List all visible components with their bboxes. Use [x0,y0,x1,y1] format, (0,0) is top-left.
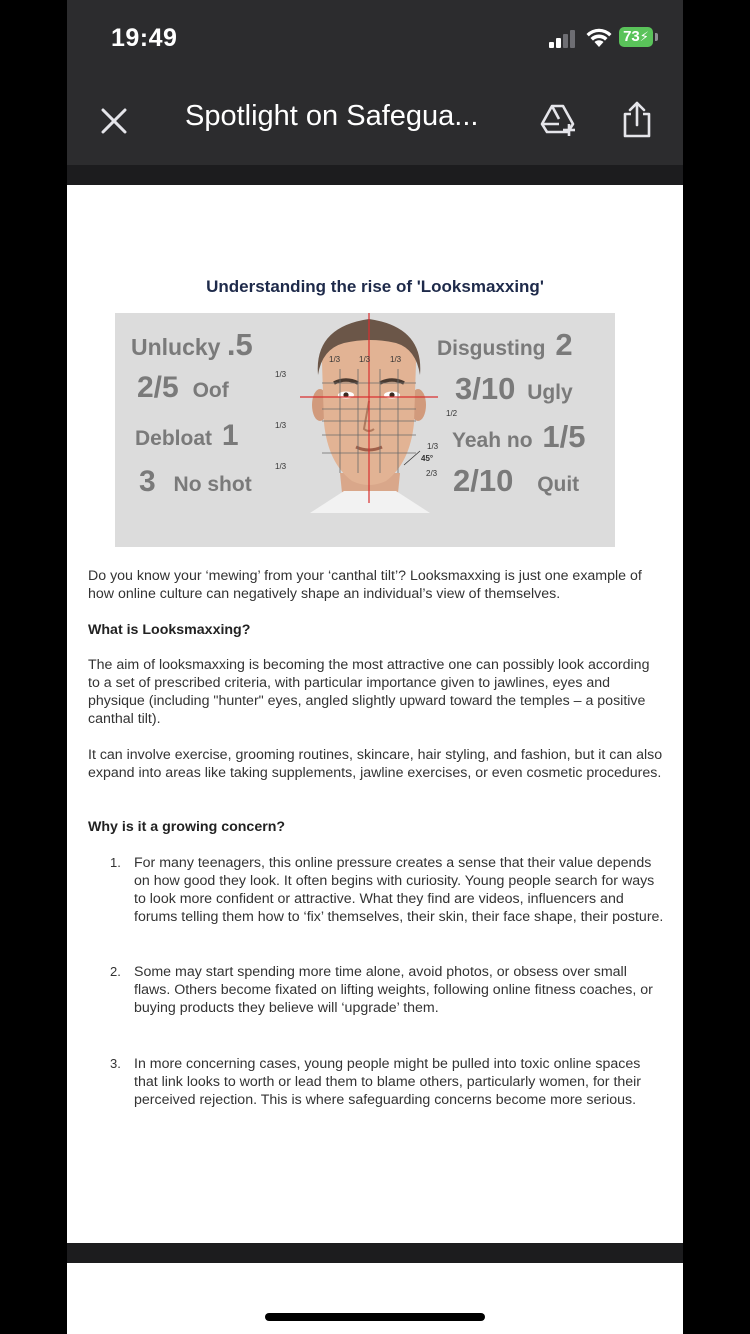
score-oof: 2/5 Oof [137,371,229,404]
list-text: Some may start spending more time alone, avoid photos, or obsess over small flaws. Others become fixated on lifting weights, following online fitness coaches, or buying products they believe will ‘upgrade’ them. [134,964,653,1016]
page-gap [67,1243,683,1263]
battery-level: 73 [623,28,640,45]
score-disgusting: Disgusting 2 [437,327,573,362]
share-icon [619,100,655,140]
score-unlucky: Unlucky .5 [131,327,253,362]
share-button[interactable] [619,100,655,140]
list-number: 1. [110,855,121,870]
intro-paragraph: Do you know your ‘mewing’ from your ‘canthal tilt’? Looksmaxxing is just one example of how online culture can negatively shape an individual’s view of themselves. [88,568,642,602]
add-to-drive-icon [539,102,579,138]
status-time: 19:49 [111,24,178,52]
paragraph-aim: The aim of looksmaxxing is becoming the most attractive one can possibly look according to a set of prescribed criteria, with particular importance given to jawlines, eyes and physique (including "hunter" eyes, angled slightly upward toward the temples – a positive canthal tilt). [88,657,650,727]
fraction-label: 2/3 [426,469,438,478]
list-text: For many teenagers, this online pressure creates a sense that their value depends on how good they look. It often begins with curiosity. Young people search for ways to look more confident or attractive. What they find are videos, influencers and forums telling them how to ‘fix’ themselves, their skin, their face shape, their posture. [134,855,664,925]
score-ugly: 3/10 Ugly [455,371,573,406]
score-yeah-no: Yeah no 1/5 [452,419,586,454]
page-gap [67,165,683,185]
close-icon [97,104,131,138]
score-no-shot: 3 No shot [139,465,252,498]
list-text: In more concerning cases, young people might be pulled into toxic online spaces that link looks to worth or lead them to blame others, particularly women, for their perceived rejection. This is where safeguarding concerns become more serious. [134,1056,642,1108]
add-to-drive-button[interactable] [539,102,579,138]
fraction-label: 1/3 [359,355,371,364]
score-quit: 2/10 Quit [453,463,580,498]
article-heading: Understanding the rise of 'Looksmaxxing' [206,277,544,296]
fraction-label: 1/3 [275,370,287,379]
battery-nub [655,33,658,41]
document-toolbar [67,80,683,165]
document-page[interactable] [67,185,683,1243]
home-indicator[interactable] [265,1313,485,1321]
status-bar [67,0,683,80]
looksmaxxing-infographic [115,313,615,547]
fraction-label: 1/3 [329,355,341,364]
list-number: 2. [110,964,121,979]
score-debloat: Debloat 1 [135,419,239,452]
angle-label: 45° [421,454,434,463]
fraction-label: 1/2 [446,409,458,418]
cellular-signal-icon [549,30,579,48]
document-title: Spotlight on Safegua... [185,100,479,132]
next-page-area [67,1263,683,1334]
wifi-icon [585,26,613,48]
fraction-label: 1/3 [427,442,439,451]
face-illustration [300,313,438,513]
battery-icon: 73⚡ [619,27,653,47]
list-number: 3. [110,1056,121,1071]
close-button[interactable] [97,104,131,138]
paragraph-involves: It can involve exercise, grooming routines, skincare, hair styling, and fashion, but it can also expand into areas like taking supplements, jawline exercises, or even cosmetic procedures. [88,747,663,781]
fraction-label: 1/3 [275,421,287,430]
fraction-label: 1/3 [275,462,287,471]
fraction-label: 1/3 [390,355,402,364]
section-heading-concern: Why is it a growing concern? [88,819,286,835]
section-heading-what-is: What is Looksmaxxing? [88,622,251,638]
